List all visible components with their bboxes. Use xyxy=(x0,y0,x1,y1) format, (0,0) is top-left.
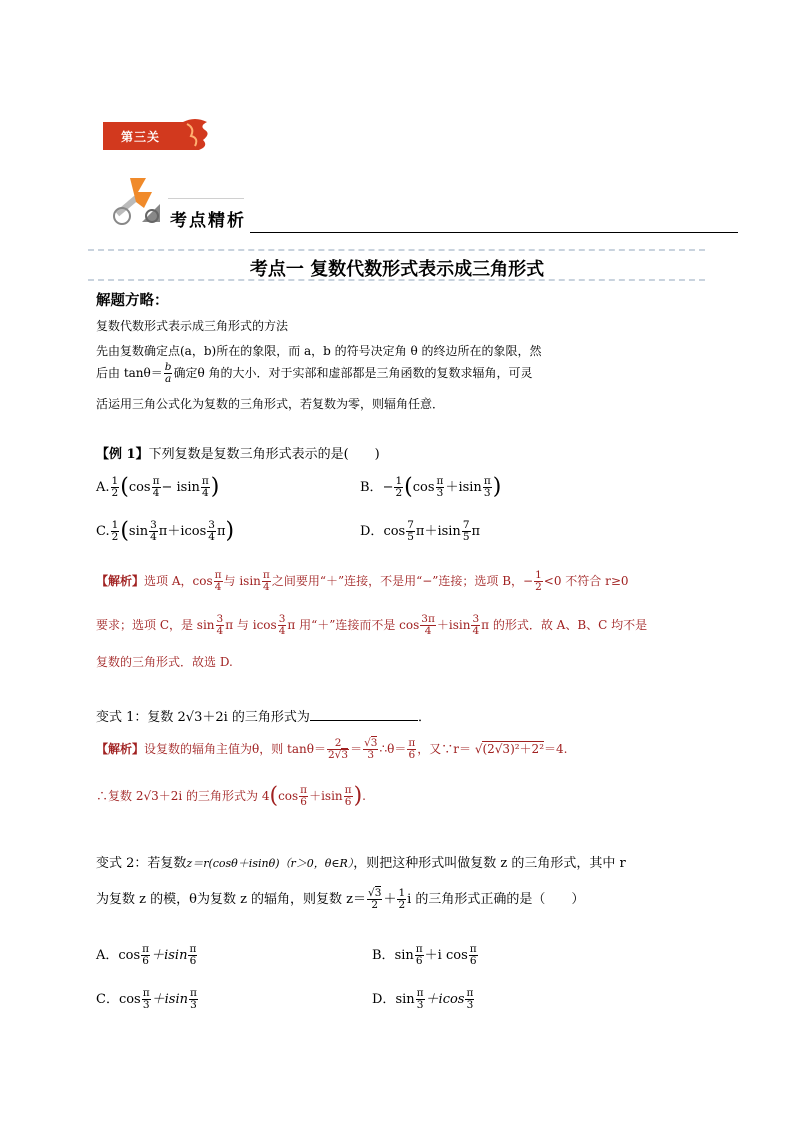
analysis-line: 【解析】选项 A，cos $\frac{\pi}{4}$ 与 isin $\frac{\pi}{4}$ 之间要用“＋”连接，不是用“−”连接；选项 B，− $\frac{1}{2}$ <0 不符合 r≥0 xyxy=(96,569,629,593)
variant2-line: 为复数 z 的模，θ为复数 z 的辐角，则复数 z＝ $\frac{√3}{2}$ ＋ $\frac{1}{2}$ i 的三角形式正确的是（ ） xyxy=(96,887,585,911)
numerator: π xyxy=(189,943,197,955)
strategy-line: 复数代数形式表示成三角形式的方法 xyxy=(96,319,289,333)
variant2-line xyxy=(96,852,626,871)
text: ＋ xyxy=(383,892,397,907)
text: ，则把这种形式叫做复数 z 的三角形式，其中 r xyxy=(353,856,626,871)
numerator: b xyxy=(164,361,172,373)
text: 与 isin xyxy=(223,574,261,588)
text: π 与 icos xyxy=(225,618,277,632)
example-tag: 【例 1】 xyxy=(96,447,149,462)
analysis-line: ∴复数 2√3＋2i 的三角形式为 4(cos $\frac{\pi}{6}$ ＋isin $\frac{\pi}{6}$ ). xyxy=(96,783,366,809)
numerator: π xyxy=(466,987,474,999)
option-a: A. $\frac{1}{2}$ (cos $\frac{\pi}{4}$ − isin $\frac{\pi}{4}$ ) xyxy=(96,474,220,500)
denominator: a xyxy=(164,373,172,385)
strategy-heading: 解题方略： xyxy=(96,293,169,309)
text: π 的形式．故 A、B、C 均不是 xyxy=(481,618,648,632)
option-label: B． xyxy=(360,480,383,495)
denominator: 6 xyxy=(469,955,477,967)
example-prompt xyxy=(96,443,380,462)
text: <0 不符合 r≥0 xyxy=(543,574,629,588)
variant2-option-a xyxy=(96,944,198,967)
text: ∴θ＝ xyxy=(379,742,407,756)
numerator: π xyxy=(142,987,150,999)
text: ＝4. xyxy=(544,742,568,756)
numerator: π xyxy=(415,943,423,955)
strategy-line: 活运用三角公式化为复数的三角形式，若复数为零，则辐角任意． xyxy=(96,397,445,411)
text: 之间要用“＋”连接，不是用“−”连接；选项 B，− xyxy=(271,574,534,588)
denominator: 3 xyxy=(142,999,150,1011)
section-banner xyxy=(103,118,213,154)
text: 选项 A，cos xyxy=(144,574,213,588)
text: . xyxy=(362,789,366,803)
denominator: 6 xyxy=(142,955,149,967)
numerator: π xyxy=(190,987,197,999)
numerator: π xyxy=(416,987,424,999)
text: 变式 1：复数 2√3＋2i 的三角形式为 xyxy=(96,710,310,725)
numerator: π xyxy=(469,943,477,955)
option-label: D． xyxy=(372,992,396,1007)
answer-blank[interactable] xyxy=(310,708,418,721)
text: sin xyxy=(394,948,414,963)
fraction xyxy=(164,362,173,385)
banner-label: 第三关 xyxy=(121,130,161,144)
top-rule xyxy=(168,198,244,199)
dashed-divider-top xyxy=(88,249,705,251)
analysis-tag: 【解析】 xyxy=(96,574,145,588)
dashed-divider-bottom xyxy=(88,279,705,281)
text: 变式 2：若复数 xyxy=(96,856,187,871)
text: 后由 tanθ＝ xyxy=(96,366,163,380)
text: ＋icos xyxy=(425,992,465,1007)
text: 设复数的辐角主值为θ，则 tanθ＝ xyxy=(144,742,326,756)
text: ，又∵r＝ xyxy=(417,742,471,756)
text: ＋isin xyxy=(436,618,471,632)
section-label: 考点精析 xyxy=(170,211,246,231)
text: ＋i cos xyxy=(424,948,468,963)
option-c: C. $\frac{1}{2}$ (sin $\frac{3}{4}$ π＋icos $\frac{3}{4}$ π) xyxy=(96,518,235,544)
option-b: B．− $\frac{1}{2}$ (cos $\frac{\pi}{3}$ ＋isin $\frac{\pi}{3}$ ) xyxy=(360,474,502,500)
text: ． xyxy=(417,710,431,725)
denominator: 3 xyxy=(416,999,424,1011)
variant2-option-c xyxy=(96,988,199,1011)
analysis-line: 要求；选项 C，是 sin $\frac{3}{4}$ π 与 icos $\frac{3}{4}$ π 用“＋”连接而不是 cos $\frac{3\pi}{4}$ ＋isin $\frac{3}{4}$ π 的形式．故 A、B、C 均不是 xyxy=(96,613,648,637)
denominator: 3 xyxy=(466,999,474,1011)
analysis-tag: 【解析】 xyxy=(96,742,145,756)
option-label: A． xyxy=(96,948,119,963)
denominator: 6 xyxy=(189,955,197,967)
option-label: A. xyxy=(96,480,110,495)
example-question: 下列复数是复数三角形式表示的是( ) xyxy=(148,447,380,462)
analysis-line: 复数的三角形式．故选 D. xyxy=(96,655,233,669)
text: cos xyxy=(118,992,141,1007)
analysis-line: 【解析】设复数的辐角主值为θ，则 tanθ＝ $\frac{2}{2√3}$ ＝ $\frac{√3}{3}$ ∴θ＝ $\frac{\pi}{6}$ ，又∵r＝ √(2√3)²＋2²＝4. xyxy=(96,737,568,761)
text: cos xyxy=(118,948,141,963)
text: π 用“＋”连接而不是 cos xyxy=(287,618,420,632)
option-label: C. xyxy=(96,524,110,539)
text: ∴复数 2√3＋2i 的三角形式为 4 xyxy=(96,789,270,803)
denominator: 6 xyxy=(415,955,423,967)
geometry-tools-icon xyxy=(108,172,168,228)
variant2-option-b xyxy=(372,944,479,967)
text: ＋isin xyxy=(151,948,188,963)
text: ＋isin xyxy=(151,992,189,1007)
header-rule xyxy=(250,232,738,233)
text: i 的三角形式正确的是（ ） xyxy=(407,892,585,907)
variant1-prompt xyxy=(96,706,431,725)
variant2-option-d xyxy=(372,988,475,1011)
numerator: π xyxy=(142,943,150,955)
text: 要求；选项 C，是 sin xyxy=(96,618,215,632)
text: 为复数 z 的模，θ为复数 z 的辐角，则复数 z＝ xyxy=(96,892,367,907)
denominator: 3 xyxy=(190,999,197,1011)
option-label: C． xyxy=(96,992,119,1007)
strategy-line: 先由复数确定点(a，b)所在的象限，而 a，b 的符号决定角 θ 的终边所在的象限，然 xyxy=(96,344,542,358)
option-label: B． xyxy=(372,948,395,963)
text: 确定θ 角的大小．对于实部和虚部都是三角函数的复数求辐角，可灵 xyxy=(173,366,533,380)
option-label: D． xyxy=(360,524,384,539)
strategy-line xyxy=(96,362,533,385)
text: sin xyxy=(395,992,415,1007)
page-title: 考点一 复数代数形式表示成三角形式 xyxy=(249,259,545,280)
formula: z＝r(cosθ＋isinθ)（r＞0，θ∈R） xyxy=(186,857,354,870)
option-d: D．cos $\frac{7}{5}$ π＋isin $\frac{7}{5}$ π xyxy=(360,519,481,543)
